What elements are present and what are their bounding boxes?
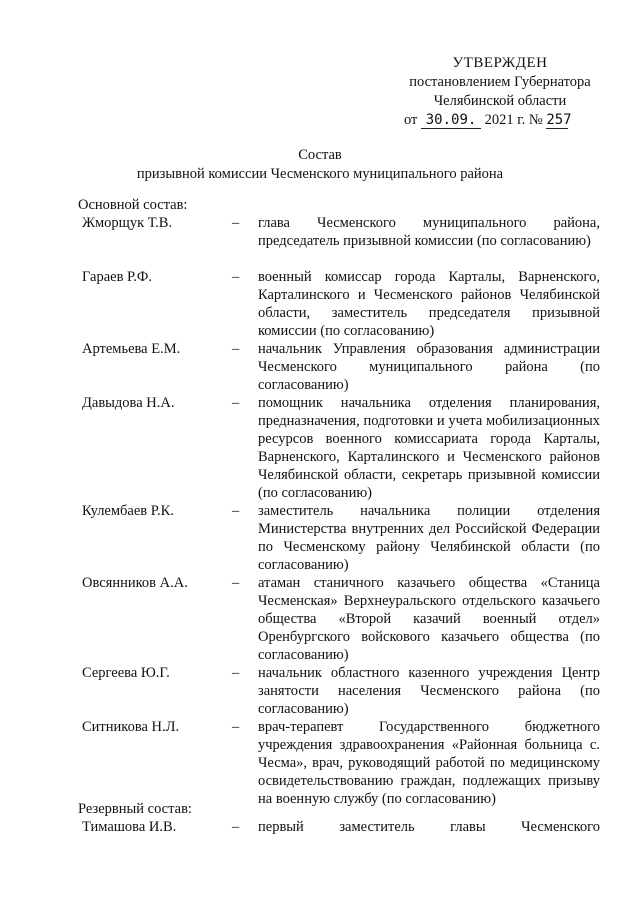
member-row (0, 268, 640, 340)
member-name: Тимашова И.В. (82, 819, 177, 835)
title-line-2: призывной комиссии Чесменского муниципального района (136, 166, 504, 182)
member-row (0, 394, 640, 502)
approval-line-2: Челябинской области (433, 93, 567, 109)
member-dash: – (232, 341, 240, 357)
approval-number: 257 (546, 112, 572, 128)
approval-line-1: постановлением Губернатора (409, 74, 591, 90)
member-description: врач-терапевт Государственного бюджетного учреждения здравоохранения «Районная больница с. Чесма», врач, руководящий работой по медицинскому освидетельствованию граждан, подлежащих призыву на военную службу (по согласованию) (258, 719, 600, 807)
member-name: Жморщук Т.В. (82, 215, 173, 231)
main-members-list (0, 214, 640, 826)
member-dash: – (232, 719, 240, 735)
member-dash: – (232, 215, 240, 231)
approval-prefix: от (404, 112, 418, 128)
member-row (0, 664, 640, 718)
main-section-label: Основной состав: (78, 197, 188, 213)
member-dash: – (232, 503, 240, 519)
reserve-members-list (0, 818, 640, 836)
approval-year-suffix: 2021 г. № (484, 112, 543, 128)
member-description: глава Чесменского муниципального района, председатель призывной комиссии (по согласованию) (258, 215, 600, 249)
member-description: помощник начальника отделения планирования, предназначения, подготовки и учета мобилизационных ресурсов военного комиссариата города Карталы, Варненского, Карталинского и Чесменского районов Челябинской области, секретарь призывной комиссии (по согласованию) (258, 395, 600, 501)
member-row (0, 340, 640, 394)
approval-heading: УТВЕРЖДЕН (452, 55, 548, 71)
member-dash: – (232, 395, 240, 411)
member-dash: – (232, 665, 240, 681)
approval-block (390, 54, 610, 130)
document-title (0, 146, 640, 184)
approval-date: 30.09. (421, 112, 481, 129)
member-row (0, 574, 640, 664)
title-line-1: Состав (298, 147, 342, 163)
member-row (0, 214, 640, 268)
member-name: Ситникова Н.Л. (82, 719, 180, 735)
member-dash: – (232, 819, 240, 835)
member-description: первый заместитель главы Чесменского (258, 819, 600, 835)
member-description: начальник Управления образования администрации Чесменского муниципального района (по согласованию) (258, 341, 600, 393)
member-dash: – (232, 575, 240, 591)
member-name: Артемьева Е.М. (82, 341, 181, 357)
member-name: Кулембаев Р.К. (82, 503, 174, 519)
member-dash: – (232, 269, 240, 285)
member-description: атаман станичного казачьего общества «Станица Чесменская» Верхнеуральского отдельского казачьего общества «Второй казачий военный отдел» Оренбургского войскового казачьего общества (по согласованию) (258, 575, 600, 663)
member-name: Овсянников А.А. (82, 575, 188, 591)
approval-date-line (390, 111, 610, 130)
member-description: заместитель начальника полиции отделения Министерства внутренних дел Российской Федерации по Чесменскому району Челябинской области (по согласованию) (258, 503, 600, 573)
member-name: Давыдова Н.А. (82, 395, 175, 411)
member-description: начальник областного казенного учреждения Центр занятости населения Чесменского района (по согласованию) (258, 665, 600, 717)
member-row (0, 818, 640, 836)
reserve-section-label: Резервный состав: (78, 801, 192, 817)
member-description: военный комиссар города Карталы, Варненского, Карталинского и Чесменского районов Челябинской области, заместитель председателя призывной комиссии (по согласованию) (258, 269, 600, 339)
member-name: Гараев Р.Ф. (82, 269, 153, 285)
member-name: Сергеева Ю.Г. (82, 665, 170, 681)
member-row (0, 502, 640, 574)
